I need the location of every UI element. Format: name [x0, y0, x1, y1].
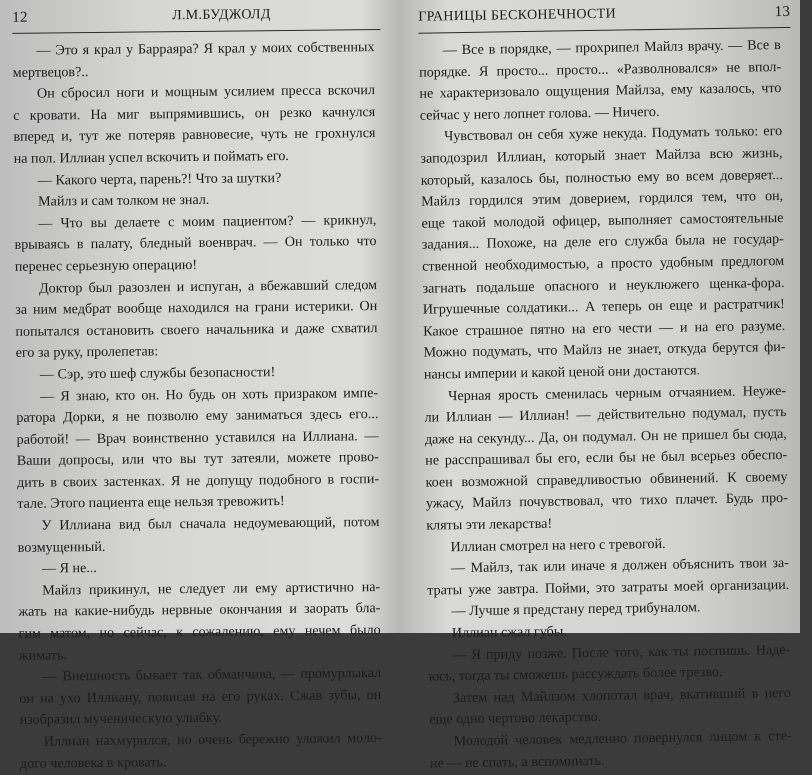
- text-line: тале. Этого пациента еще нельзя тревожить!: [17, 493, 285, 513]
- text-line: Он сбросил ноги и мощным усилием пресса вскочил: [36, 82, 376, 102]
- text-line: он на ухо Иллиану, повисая на его руках. Сжав зубы, он: [19, 686, 382, 707]
- text-line: коен возможной справедливостью обвинений. К своему: [425, 468, 788, 491]
- text-line: У Иллиана вид был сначала недоумевающий, потом: [41, 514, 380, 534]
- text-line: не характеризовало ощущения Майлза, ему казалось, что: [419, 80, 782, 102]
- text-line: Иллиан смотрел на него с тревогой.: [450, 535, 666, 555]
- text-line: который, казалось бы, полностью ему во всем доверяет...: [420, 166, 783, 189]
- text-line: даже на секунду... Да, он подумал. Он не пришел бы сюда,: [424, 425, 787, 448]
- text-line: — Какого черта, парень?! Что за шутки?: [37, 169, 282, 189]
- text-line: — Это я крал у Барраяра? Я крал у моих собственных: [36, 39, 375, 59]
- text-line: задания... Похоже, на деле его служба была не государ-: [421, 231, 784, 254]
- text-line: — Я приду позже. После того, как ты поспишь. Наде-: [452, 641, 791, 663]
- text-line: на пол. Иллиан успел вскочить и поймать его.: [13, 147, 289, 167]
- text-line: с кровати. На миг выпрямившись, он резко качнулся: [13, 103, 376, 124]
- text-line: ственной необходимостью, а просто удобным предлогом: [422, 252, 785, 275]
- text-line: — Лучше я предстану перед трибуналом.: [451, 599, 701, 620]
- text-line: не — не спать, а вспоминать.: [429, 752, 605, 772]
- text-line: Доктор был разозлен и испуган, а вбежавший следом: [38, 276, 378, 297]
- left-page-text: [12, 37, 382, 775]
- text-line: Майлз прикинул, не следует ли ему артистично на-: [42, 578, 381, 599]
- text-line: — Майлз, так или иначе я должен объяснить твои за-: [450, 555, 790, 577]
- text-line: Игрушечные солдатики... А теперь он еще и растратчик!: [422, 296, 785, 318]
- text-line: Черная ярость сменилась черным отчаянием. Неуже-: [448, 382, 787, 404]
- text-line: Затем над Майлзом хлопотал врач, вкативший в него: [452, 684, 792, 707]
- text-line: дого человека в кровать.: [19, 753, 167, 772]
- right-page-number: 13: [774, 3, 791, 21]
- text-line: изобразил мученическую улыбку.: [19, 710, 222, 729]
- text-line: гим матом, но сейчас, к сожалению, ему нечем было: [18, 622, 381, 642]
- text-line: возмущенный.: [17, 538, 106, 556]
- text-line: — Я не...: [41, 560, 97, 577]
- text-line: — Внешность бывает так обманчива, — промурлыкал: [43, 665, 382, 685]
- text-line: — Все в порядке, — прохрипел Майлз врачу. — Все в: [442, 37, 781, 59]
- text-line: траты уже завтра. Пойми, это затраты моей организации.: [427, 576, 790, 599]
- text-line: не расспрашивал бы его, если бы не был всерьез обеспо-: [425, 447, 788, 469]
- text-line: юсь, тогда ты сможешь рассуждать более трезво.: [428, 664, 723, 685]
- text-line: ратора Дорки, я не позволю ему заниматься здесь его...: [16, 406, 379, 426]
- text-line: еще такой молодой офицер, выполняет самостоятельные: [421, 209, 784, 232]
- text-line: вперед и, тут же потеряв равновесие, чуть не грохнулся: [13, 125, 376, 146]
- text-line: еще одно чертово лекарство.: [429, 709, 602, 729]
- text-line: работой! — Врач воинственно уставился на Иллиана. —: [16, 427, 379, 448]
- left-page-number: 12: [12, 9, 28, 26]
- text-line: дить в своих застенках. Я не допущу подобного в госпи-: [16, 470, 380, 491]
- text-line: Ваши допросы, или что вы тут затеяли, можете прово-: [16, 449, 379, 470]
- text-line: — Что вы делаете с моим пациентом? — крикнул,: [38, 211, 377, 232]
- text-line: сейчас у него лопнет голова. — Ничего.: [419, 103, 660, 124]
- text-line: Можно подумать, что Майлз не знает, откуда берутся фи-: [423, 339, 786, 361]
- text-line: попытался остановить своего начальника и даже схватил: [15, 319, 378, 340]
- text-line: Молодой человек медленно повернулся лицом к сте-: [453, 727, 792, 750]
- text-line: Иллиан нахмурился, но очень бережно уложил моло-: [43, 730, 382, 750]
- left-page: [0, 0, 405, 772]
- text-line: — Я знаю, кто он. Но будь он хоть призраком импе-: [40, 384, 379, 405]
- left-running-head: Л.М.БУДЖОЛД: [172, 7, 271, 24]
- text-line: нансы империи и какой ценой они достаются.: [423, 362, 701, 383]
- text-line: врываясь в палату, бледный военврач. — Он только что: [14, 233, 377, 254]
- text-line: мертвецов?..: [12, 63, 89, 81]
- right-running-head: ГРАНИЦЫ БЕСКОНЕЧНОСТИ: [418, 6, 617, 25]
- text-line: жимать.: [18, 646, 68, 664]
- right-page-text: [419, 35, 792, 775]
- text-line: Майлз и сам толком не знал.: [38, 191, 210, 210]
- text-line: ли Иллиан — Иллиан! — действительно подумал, пусть: [424, 404, 787, 426]
- text-line: порядке. Я просто... просто... «Разволновался» не впол-: [419, 58, 782, 81]
- left-page-header: [12, 6, 380, 32]
- text-line: заподозрил Иллиан, который знает Майлза всю жизнь,: [420, 144, 783, 167]
- text-line: его за руку, пролепетав:: [15, 343, 159, 362]
- text-line: за ним медбрат вообще находился на грани истерики. Он: [15, 298, 378, 318]
- text-line: Майлз гордился этим доверием, гордился тем, что он,: [421, 188, 784, 210]
- text-line: Какое страшное пятно на его чести — и на его разуме.: [423, 317, 786, 340]
- right-page: [400, 0, 810, 772]
- text-line: загнать подальше опасного и неуклюжего щенка-фора.: [422, 274, 785, 297]
- text-line: кляты эти лекарства!: [426, 515, 553, 534]
- text-line: — Сэр, это шеф службы безопасности!: [39, 364, 276, 383]
- text-line: жать на какие-нибудь нервные окончания и заорать бла-: [18, 600, 381, 621]
- text-line: Иллиан сжал губы.: [451, 623, 567, 642]
- text-line: ужасу, Майлз почувствовал, что тихо плачет. Будь про-: [425, 490, 789, 513]
- text-line: перенес серьезную операцию!: [14, 256, 198, 275]
- text-line: Чувствовал он себя хуже некуда. Подумать только: его: [444, 123, 783, 145]
